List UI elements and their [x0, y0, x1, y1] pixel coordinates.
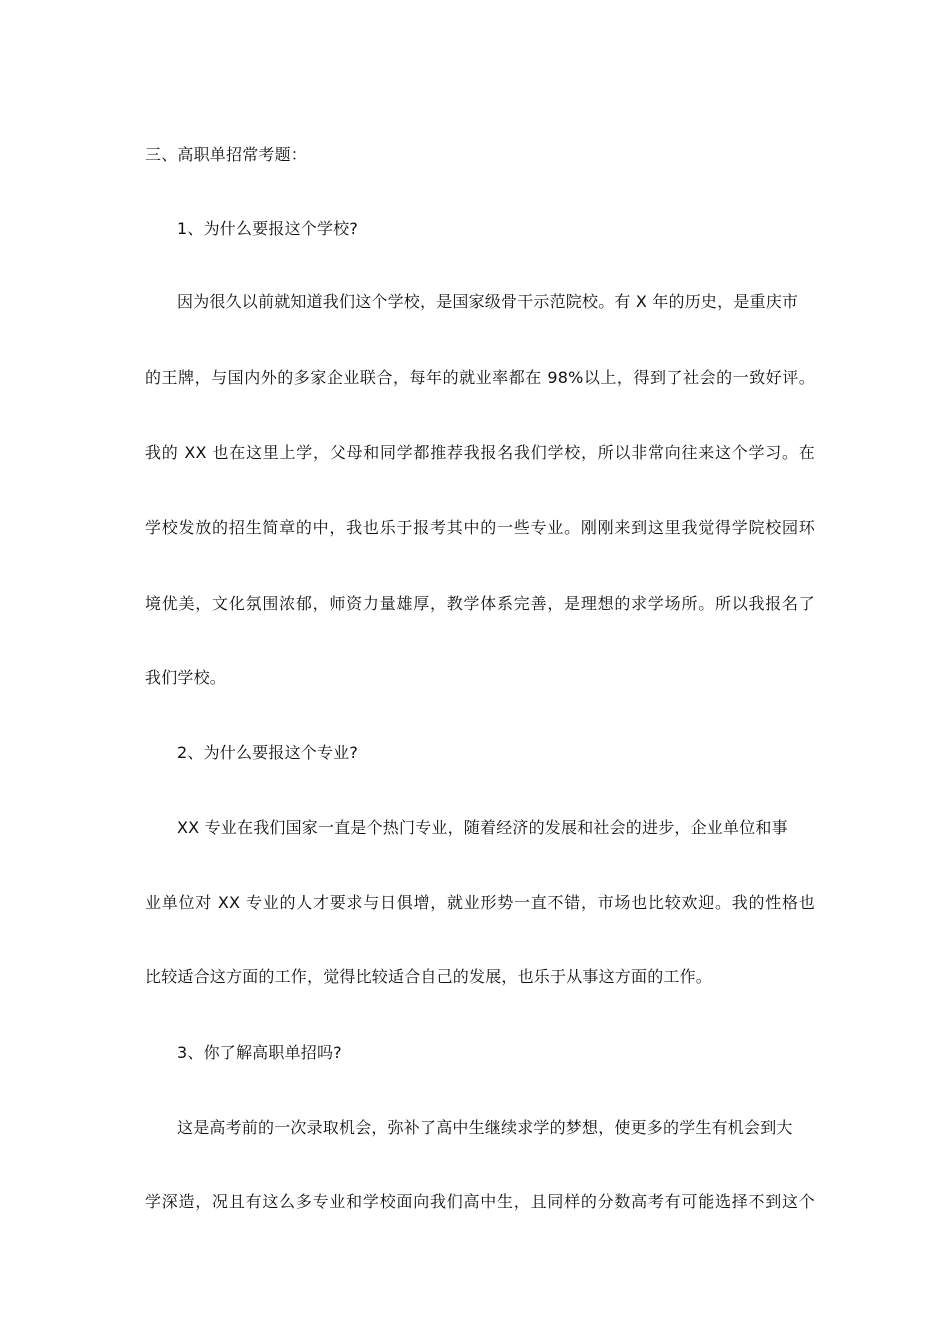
answer-2-line-3: 比较适合这方面的工作，觉得比较适合自己的发展，也乐于从事这方面的工作。	[145, 967, 713, 986]
answer-3-line-1: 这是高考前的一次录取机会，弥补了高中生继续求学的梦想，使更多的学生有机会到大	[177, 1118, 793, 1137]
answer-1-line-3: 我的 XX 也在这里上学，父母和同学都推荐我报名我们学校，所以非常向往来这个学习。在	[145, 443, 815, 462]
answer-1-line-2: 的王牌，与国内外的多家企业联合，每年的就业率都在 98%以上，得到了社会的一致好评。	[145, 368, 815, 387]
answer-2-line-2: 业单位对 XX 专业的人才要求与日俱增，就业形势一直不错，市场也比较欢迎。我的性格也	[145, 893, 815, 912]
answer-1-line-6: 我们学校。	[145, 668, 227, 687]
section-heading: 三、高职单招常考题：	[145, 145, 308, 164]
answer-1-line-1: 因为很久以前就知道我们这个学校，是国家级骨干示范院校。有 X 年的历史，是重庆市	[177, 292, 799, 311]
question-1-title: 1、为什么要报这个学校?	[177, 219, 359, 238]
answer-2-line-1: XX 专业在我们国家一直是个热门专业，随着经济的发展和社会的进步，企业单位和事	[177, 818, 788, 837]
answer-1-line-5: 境优美，文化氛围浓郁，师资力量雄厚，教学体系完善，是理想的求学场所。所以我报名了	[145, 594, 815, 613]
question-2-title: 2、为什么要报这个专业?	[177, 743, 359, 762]
answer-1-line-4: 学校发放的招生简章的中，我也乐于报考其中的一些专业。刚刚来到这里我觉得学院校园环	[145, 518, 815, 537]
question-3-title: 3、你了解高职单招吗?	[177, 1043, 342, 1062]
answer-3-line-2: 学深造，况且有这么多专业和学校面向我们高中生，且同样的分数高考有可能选择不到这个	[145, 1192, 815, 1211]
